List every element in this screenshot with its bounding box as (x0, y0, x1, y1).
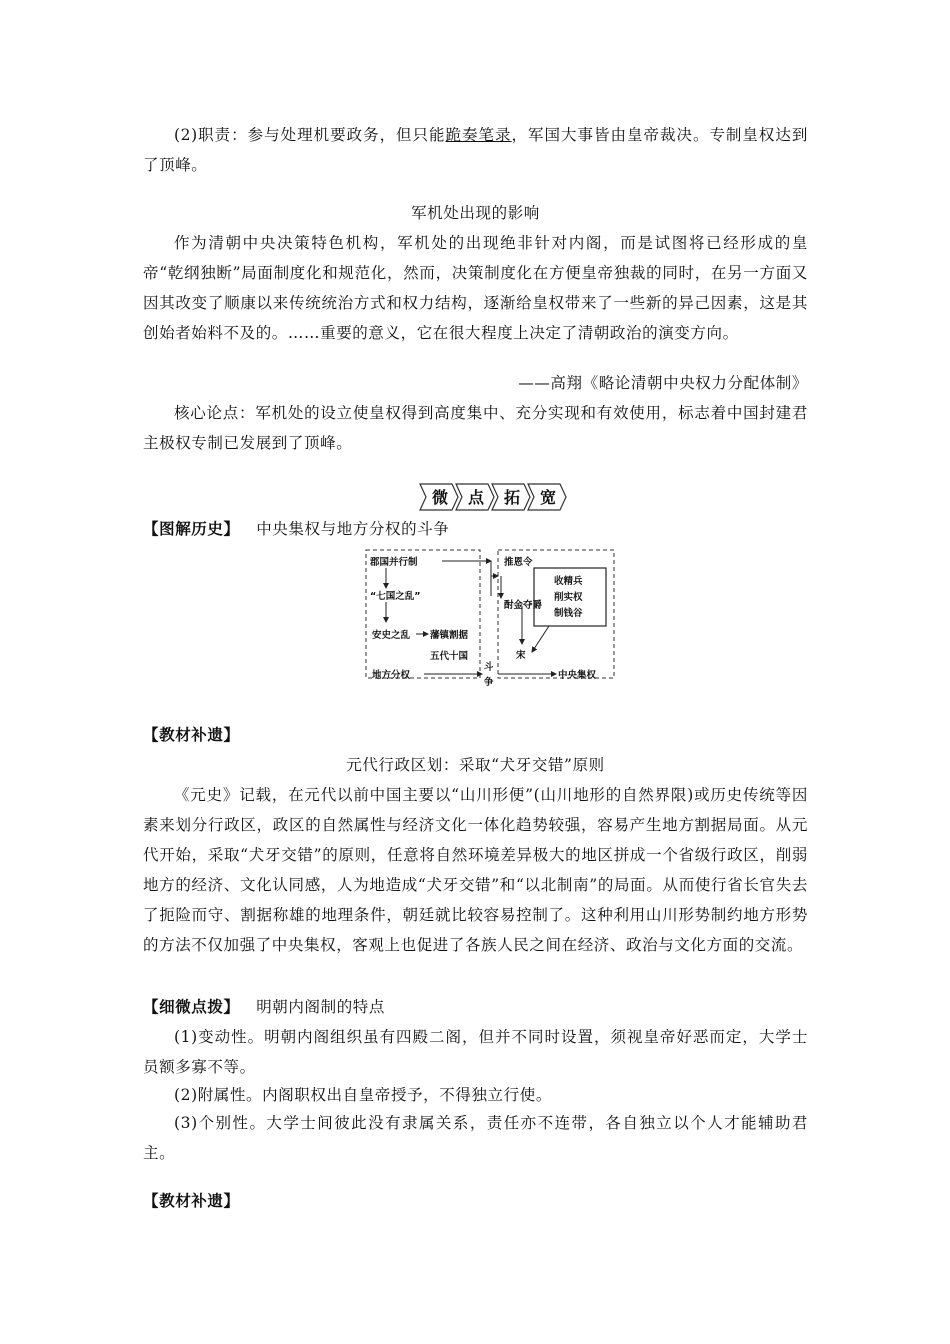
banner-char-3: 拓 (503, 488, 521, 507)
diagram-title: 中央集权与地方分权的斗争 (256, 520, 450, 538)
diag-zhongyang: 中央集权 (558, 670, 597, 681)
banner-char-4: 宽 (539, 488, 557, 507)
supplement1-title: 元代行政区划：采取“犬牙交错”原则 (346, 756, 605, 774)
diag-zhiqian: 制钱谷 (554, 608, 583, 619)
supplement1-body: 《元史》记载，在元代以前中国主要以“山川形便”(山川地形的自然界限)或历史传统等因素来划分行政区，政区的自然属性与经济文化一体化趋势较强，容易产生地方割据局面。从元代开始，采取“犬牙交错”的原则，任意将自然环境差异极大的地区拼成一个省级行政区，削弱地方的经济、文化认同感，人为地造成“犬牙交错”和“以北制南”的局面。从而使行省长官失去了扼险而守、割据称雄的地理条件，朝廷就比较容易控制了。这种利用山川形势制约地方形势的方法不仅加强了中央集权，客观上也促进了各族人民之间在经济、政治与文化方面的交流。 (143, 786, 808, 954)
diag-zheng: 争 (484, 677, 494, 686)
diag-dou: 斗 (484, 662, 494, 673)
banner-char-1: 微 (431, 488, 449, 507)
supplement1-label: 【教材补遗】 (143, 725, 240, 744)
diag-fanzhen: 藩镇割据 (430, 630, 469, 641)
detail-item-3: (3)个别性。大学士间彼此没有隶属关系，责任亦不连带，各自独立以个人才能辅助君主。 (143, 1114, 808, 1162)
centralization-diagram (364, 546, 616, 686)
diag-xueshi: 削实权 (554, 592, 583, 603)
diagram-label: 【图解历史】 (143, 519, 240, 538)
duty-text-prefix: (2)职责：参与处理机要政务，但只能 (174, 126, 446, 144)
diag-zhoujin: 酎金夺爵 (504, 600, 543, 611)
reading-title: 军机处出现的影响 (411, 204, 540, 222)
diag-difang: 地方分权 (372, 670, 411, 681)
supplement2-label: 【教材补遗】 (143, 1191, 240, 1210)
core-label: 核心论点： (174, 404, 256, 422)
diag-wudai: 五代十国 (430, 651, 469, 662)
duty-underlined-term: 跪奏笔录 (445, 126, 512, 144)
reading-body: 作为清朝中央决策特色机构，军机处的出现绝非针对内阁，而是试图将已经形成的皇帝“乾纲独断”局面制度化和规范化，然而，决策制度化在方便皇帝独裁的同时，在另一方面又因其改变了顺康以来传统统治方式和权力结构，逐渐给皇权带来了一些新的异己因素，这是其创始者始料不及的。……重要的意义，它在很大程度上决定了清朝政治的演变方向。 (143, 234, 808, 342)
diagram-heading (143, 514, 808, 544)
diag-shoujing: 收精兵 (554, 576, 583, 587)
diag-song: 宋 (516, 650, 526, 661)
core-argument (143, 398, 808, 458)
reading-source: ——高翔《略论清朝中央权力分配体制》 (518, 374, 808, 392)
detail-title: 明朝内阁制的特点 (256, 998, 386, 1016)
duty-paragraph (143, 120, 808, 180)
diag-junguo: 郡国并行制 (370, 557, 418, 568)
diag-tuien: 推恩令 (504, 557, 533, 568)
detail-item-2: (2)附属性。内阁职权出自皇帝授予，不得独立行使。 (174, 1086, 552, 1104)
detail-label: 【细微点拨】 (143, 997, 240, 1016)
detail-heading (143, 992, 808, 1022)
detail-item-1: (1)变动性。明朝内阁组织虽有四殿二阁，但并不同时设置，须视皇帝好恶而定，大学士员额多寡不等。 (143, 1028, 808, 1076)
duty-text-suffix: ，军国大事皆由皇帝裁决。专制皇权达到了顶峰。 (143, 126, 809, 174)
weidian-tuokuan-banner (418, 482, 568, 512)
banner-char-2: 点 (467, 488, 485, 507)
core-text: 军机处的设立使皇权得到高度集中、充分实现和有效使用，标志着中国封建君主极权专制已发展到了顶峰。 (143, 404, 808, 452)
diag-anshi: 安史之乱 (372, 630, 411, 641)
diag-qiguo: “七国之乱” (370, 591, 421, 602)
